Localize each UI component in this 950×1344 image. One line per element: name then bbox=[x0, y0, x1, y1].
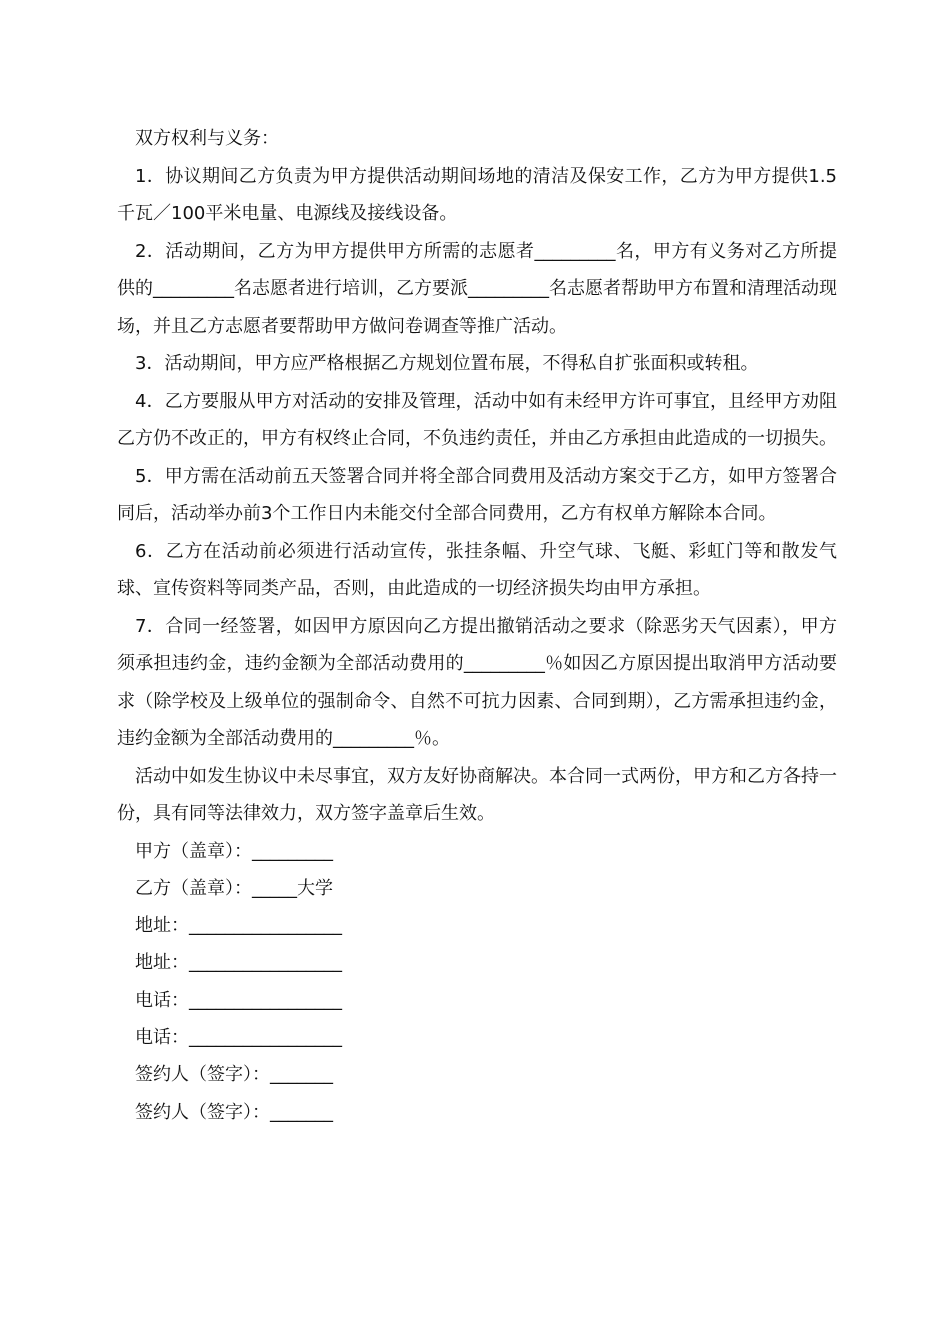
phone-line: 电话：_________________ bbox=[135, 1026, 342, 1048]
address-line: 地址：_________________ bbox=[135, 952, 342, 974]
signature-block bbox=[117, 833, 837, 1131]
party-b-seal-line: 乙方（盖章）：_____大学 bbox=[135, 877, 333, 899]
clause-7: 7．合同一经签署，如因甲方原因向乙方提出撤销活动之要求（除恶劣天气因素），甲方须承担违约金，违约金额为全部活动费用的_________％如因乙方原因提出取消甲方活动要求（除学校及上级单位的强制命令、自然不可抗力因素、合同到期），乙方需承担违约金，违约金额为全部活动费用的_________％。 bbox=[117, 615, 837, 749]
clause-6: 6．乙方在活动前必须进行活动宣传，张挂条幅、升空气球、飞艇、彩虹门等和散发气球、宣传资料等同类产品，否则，由此造成的一切经济损失均由甲方承担。 bbox=[117, 540, 837, 599]
clause-4: 4．乙方要服从甲方对活动的安排及管理，活动中如有未经甲方许可事宜，且经甲方劝阻乙方仍不改正的，甲方有权终止合同，不负违约责任，并由乙方承担由此造成的一切损失。 bbox=[117, 390, 837, 449]
clause-1: 1．协议期间乙方负责为甲方提供活动期间场地的清洁及保安工作，乙方为甲方提供1.5千瓦／100平米电量、电源线及接线设备。 bbox=[117, 165, 837, 224]
closing-paragraph: 活动中如发生协议中未尽事宜，双方友好协商解决。本合同一式两份，甲方和乙方各持一份，具有同等法律效力，双方签字盖章后生效。 bbox=[117, 765, 837, 824]
clause-5: 5．甲方需在活动前五天签署合同并将全部合同费用及活动方案交于乙方，如甲方签署合同后，活动举办前3个工作日内未能交付全部合同费用，乙方有权单方解除本合同。 bbox=[117, 465, 837, 524]
signatory-line: 签约人（签字）：_______ bbox=[135, 1101, 333, 1123]
address-line: 地址：_________________ bbox=[135, 915, 342, 937]
phone-line: 电话：_________________ bbox=[135, 989, 342, 1011]
clause-3: 3．活动期间，甲方应严格根据乙方规划位置布展，不得私自扩张面积或转租。 bbox=[135, 353, 759, 374]
section-heading: 双方权利与义务： bbox=[135, 128, 279, 149]
clause-2: 2．活动期间，乙方为甲方提供甲方所需的志愿者_________名，甲方有义务对乙方所提供的_________名志愿者进行培训，乙方要派_________名志愿者帮助甲方布置和清理活动现场，并且乙方志愿者要帮助甲方做问卷调查等推广活动。 bbox=[117, 240, 837, 337]
document-body bbox=[117, 120, 837, 1131]
party-a-seal-line: 甲方（盖章）：_________ bbox=[135, 840, 333, 862]
signatory-line: 签约人（签字）：_______ bbox=[135, 1064, 333, 1086]
